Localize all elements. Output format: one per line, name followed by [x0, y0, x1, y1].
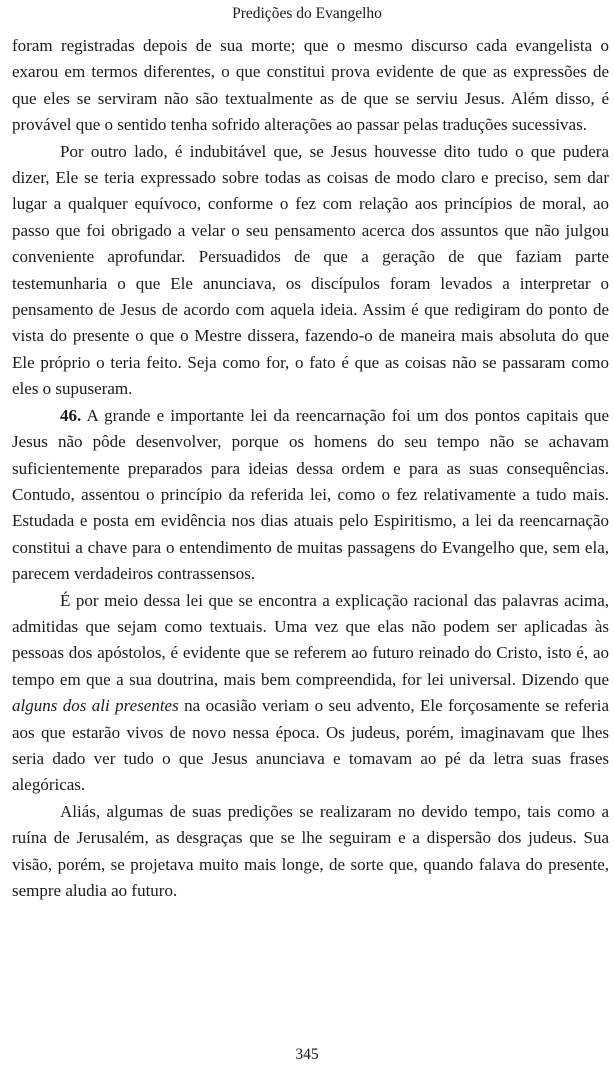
paragraph-continuation: foram registradas depois de sua morte; que o mesmo discurso cada evangelista o exarou em termos diferentes, o que constitui prova evidente de que as expressões de que eles se serviram não são textualmente as de que se serviu Jesus. Além disso, é provável que o sentido tenha sofrido alterações ao passar pelas traduções sucessivas.	[12, 36, 609, 135]
paragraph: Por outro lado, é indubitável que, se Jesus houvesse dito tudo o que pudera dizer, Ele se teria expressado sobre todas as coisas de modo claro e preciso, sem dar lugar a qualquer equívoco, conforme o fez com relação aos princípios de moral, ao passo que foi obrigado a velar o seu pensamento acerca dos assuntos que não julgou conveniente aprofundar. Persuadidos de que a geração de que faziam parte testemunharia o que Ele anunciava, os discípulos foram levados a interpretar o pensamento de Jesus de acordo com aquela ideia. Assim é que redigiram do ponto de vista do presente o que o Mestre dissera, fazendo-o de maneira mais absoluta do que Ele próprio o teria feito. Seja como for, o fato é que as coisas não se passaram como eles o supuseram.	[12, 141, 609, 399]
body-text	[12, 33, 609, 904]
italic-phrase: alguns dos ali presentes	[12, 696, 179, 716]
paragraph-text-after: na ocasião veriam o seu advento, Ele forçosamente se referia aos que estarão vivos de novo nessa época. Os judeus, porém, imaginavam que lhes seria dado ver tudo o que Jesus anunciava e tomavam ao pé da letra suas frases alegóricas.	[12, 696, 609, 795]
section-number: 46.	[60, 405, 82, 425]
running-title: Predições do Evangelho	[232, 5, 382, 22]
paragraph-text: A grande e importante lei da reencarnação foi um dos pontos capitais que Jesus não pôde desenvolver, porque os homens do seu tempo não se achavam suficientemente preparados para ideias dessa ordem e para as suas consequências. Contudo, assentou o princípio da referida lei, como o fez relativamente a tudo mais. Estudada e posta em evidência nos dias atuais pelo Espiritismo, a lei da reencarnação constitui a chave para o entendimento de muitas passagens do Evangelho que, sem ela, parecem verdadeiros contrassensos.	[12, 405, 609, 584]
paragraph: Aliás, algumas de suas predições se realizaram no devido tempo, tais como a ruína de Jerusalém, as desgraças que se lhe seguiram e a dispersão dos judeus. Sua visão, porém, se projetava muito mais longe, de sorte que, quando falava do presente, sempre aludia ao futuro.	[12, 801, 609, 900]
paragraph-text-before: É por meio dessa lei que se encontra a explicação racional das palavras acima, admitidas que sejam como textuais. Uma vez que elas não podem ser aplicadas às pessoas dos apóstolos, é evidente que se referem ao futuro reinado do Cristo, isto é, ao tempo em que a sua doutrina, mais bem compreendida, for lei universal. Dizendo que	[12, 590, 609, 689]
paragraph	[12, 588, 609, 799]
paragraph-numbered	[12, 403, 609, 588]
page-number: 345	[295, 1046, 319, 1063]
